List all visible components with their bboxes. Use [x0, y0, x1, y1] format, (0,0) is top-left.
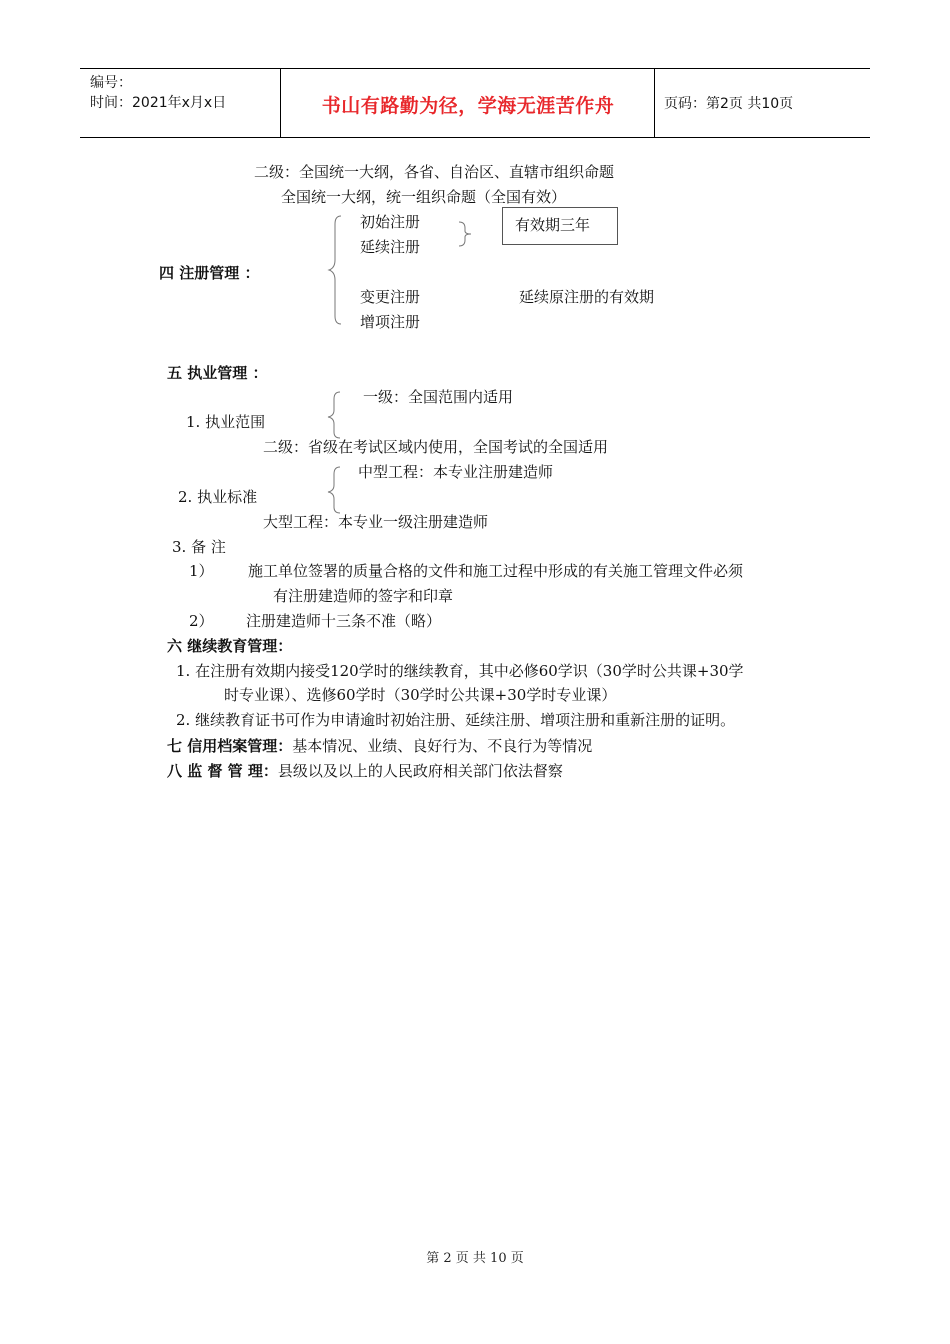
section4-title: 四 注册管理 ：: [159, 264, 260, 282]
section7-text: 基本情况、业绩、良好行为、不良行为等情况: [292, 737, 593, 755]
header-page-info: 页码：第2页 共10页: [664, 96, 794, 112]
remark2-num: 2）: [189, 612, 214, 630]
page-footer: 第 2 页 共 10 页: [426, 1251, 524, 1266]
remark1-line2: 有注册建造师的签字和印章: [273, 587, 454, 605]
header-motto: 书山有路勤为径，学海无涯苦作舟: [321, 95, 615, 117]
section6-title: 六 继续教育管理：: [167, 637, 293, 655]
header-divider-right: [654, 69, 655, 137]
exam-level1-line: 全国统一大纲，统一组织命题（全国有效）: [281, 188, 567, 206]
scope-label: 1. 执业范围: [186, 413, 266, 431]
section7-title: 七 信用档案管理：: [167, 737, 293, 755]
serial-label: 编号：: [90, 75, 132, 91]
date-label: 时间：2021年x月x日: [90, 95, 227, 111]
scope-level1: 一级：全国范围内适用: [363, 388, 514, 406]
section8-line: [167, 760, 563, 781]
remark1-line1: 施工单位签署的质量合格的文件和施工过程中形成的有关施工管理文件必须: [248, 562, 744, 580]
exam-level2-line: 二级：全国统一大纲，各省、自治区、直辖市组织命题: [254, 163, 615, 181]
validity-text: 有效期三年: [515, 216, 591, 234]
section5-title: 五 执业管理 ：: [167, 364, 268, 382]
register-change-note: 延续原注册的有效期: [519, 288, 655, 306]
page-header: [80, 68, 870, 138]
scope-level2: 二级：省级在考试区域内使用，全国考试的全国适用: [263, 438, 609, 456]
remark1-num: 1）: [189, 562, 214, 580]
register-addition: 增项注册: [360, 313, 421, 331]
validity-brace: [456, 220, 474, 248]
scope-brace: [326, 390, 346, 440]
register-change: 变更注册: [360, 288, 421, 306]
standard-mid: 中型工程：本专业注册建造师: [358, 463, 554, 481]
standard-large: 大型工程：本专业一级注册建造师: [263, 513, 489, 531]
section8-title: 八 监 督 管 理：: [167, 762, 278, 780]
education-item1-line2: 时专业课）、选修60学时（30学时公共课+30学时专业课）: [224, 686, 617, 704]
standard-label: 2. 执业标准: [178, 488, 258, 506]
remark-label: 3. 备 注: [172, 538, 226, 556]
register-extend: 延续注册: [360, 238, 421, 256]
section4-brace: [326, 214, 346, 326]
section8-text: 县级以及以上的人民政府相关部门依法督察: [277, 762, 563, 780]
standard-brace: [326, 465, 346, 515]
education-item1-line1: 1. 在注册有效期内接受120学时的继续教育，其中必修60学识（30学时公共课+30学: [176, 662, 744, 680]
remark2-text: 注册建造师十三条不准（略）: [246, 612, 442, 630]
header-divider-left: [280, 69, 281, 137]
register-initial: 初始注册: [360, 213, 421, 231]
education-item2: 2. 继续教育证书可作为申请逾时初始注册、延续注册、增项注册和重新注册的证明。: [176, 711, 736, 729]
section7-line: [167, 735, 592, 756]
validity-box: [502, 207, 618, 245]
header-meta: [90, 73, 226, 113]
